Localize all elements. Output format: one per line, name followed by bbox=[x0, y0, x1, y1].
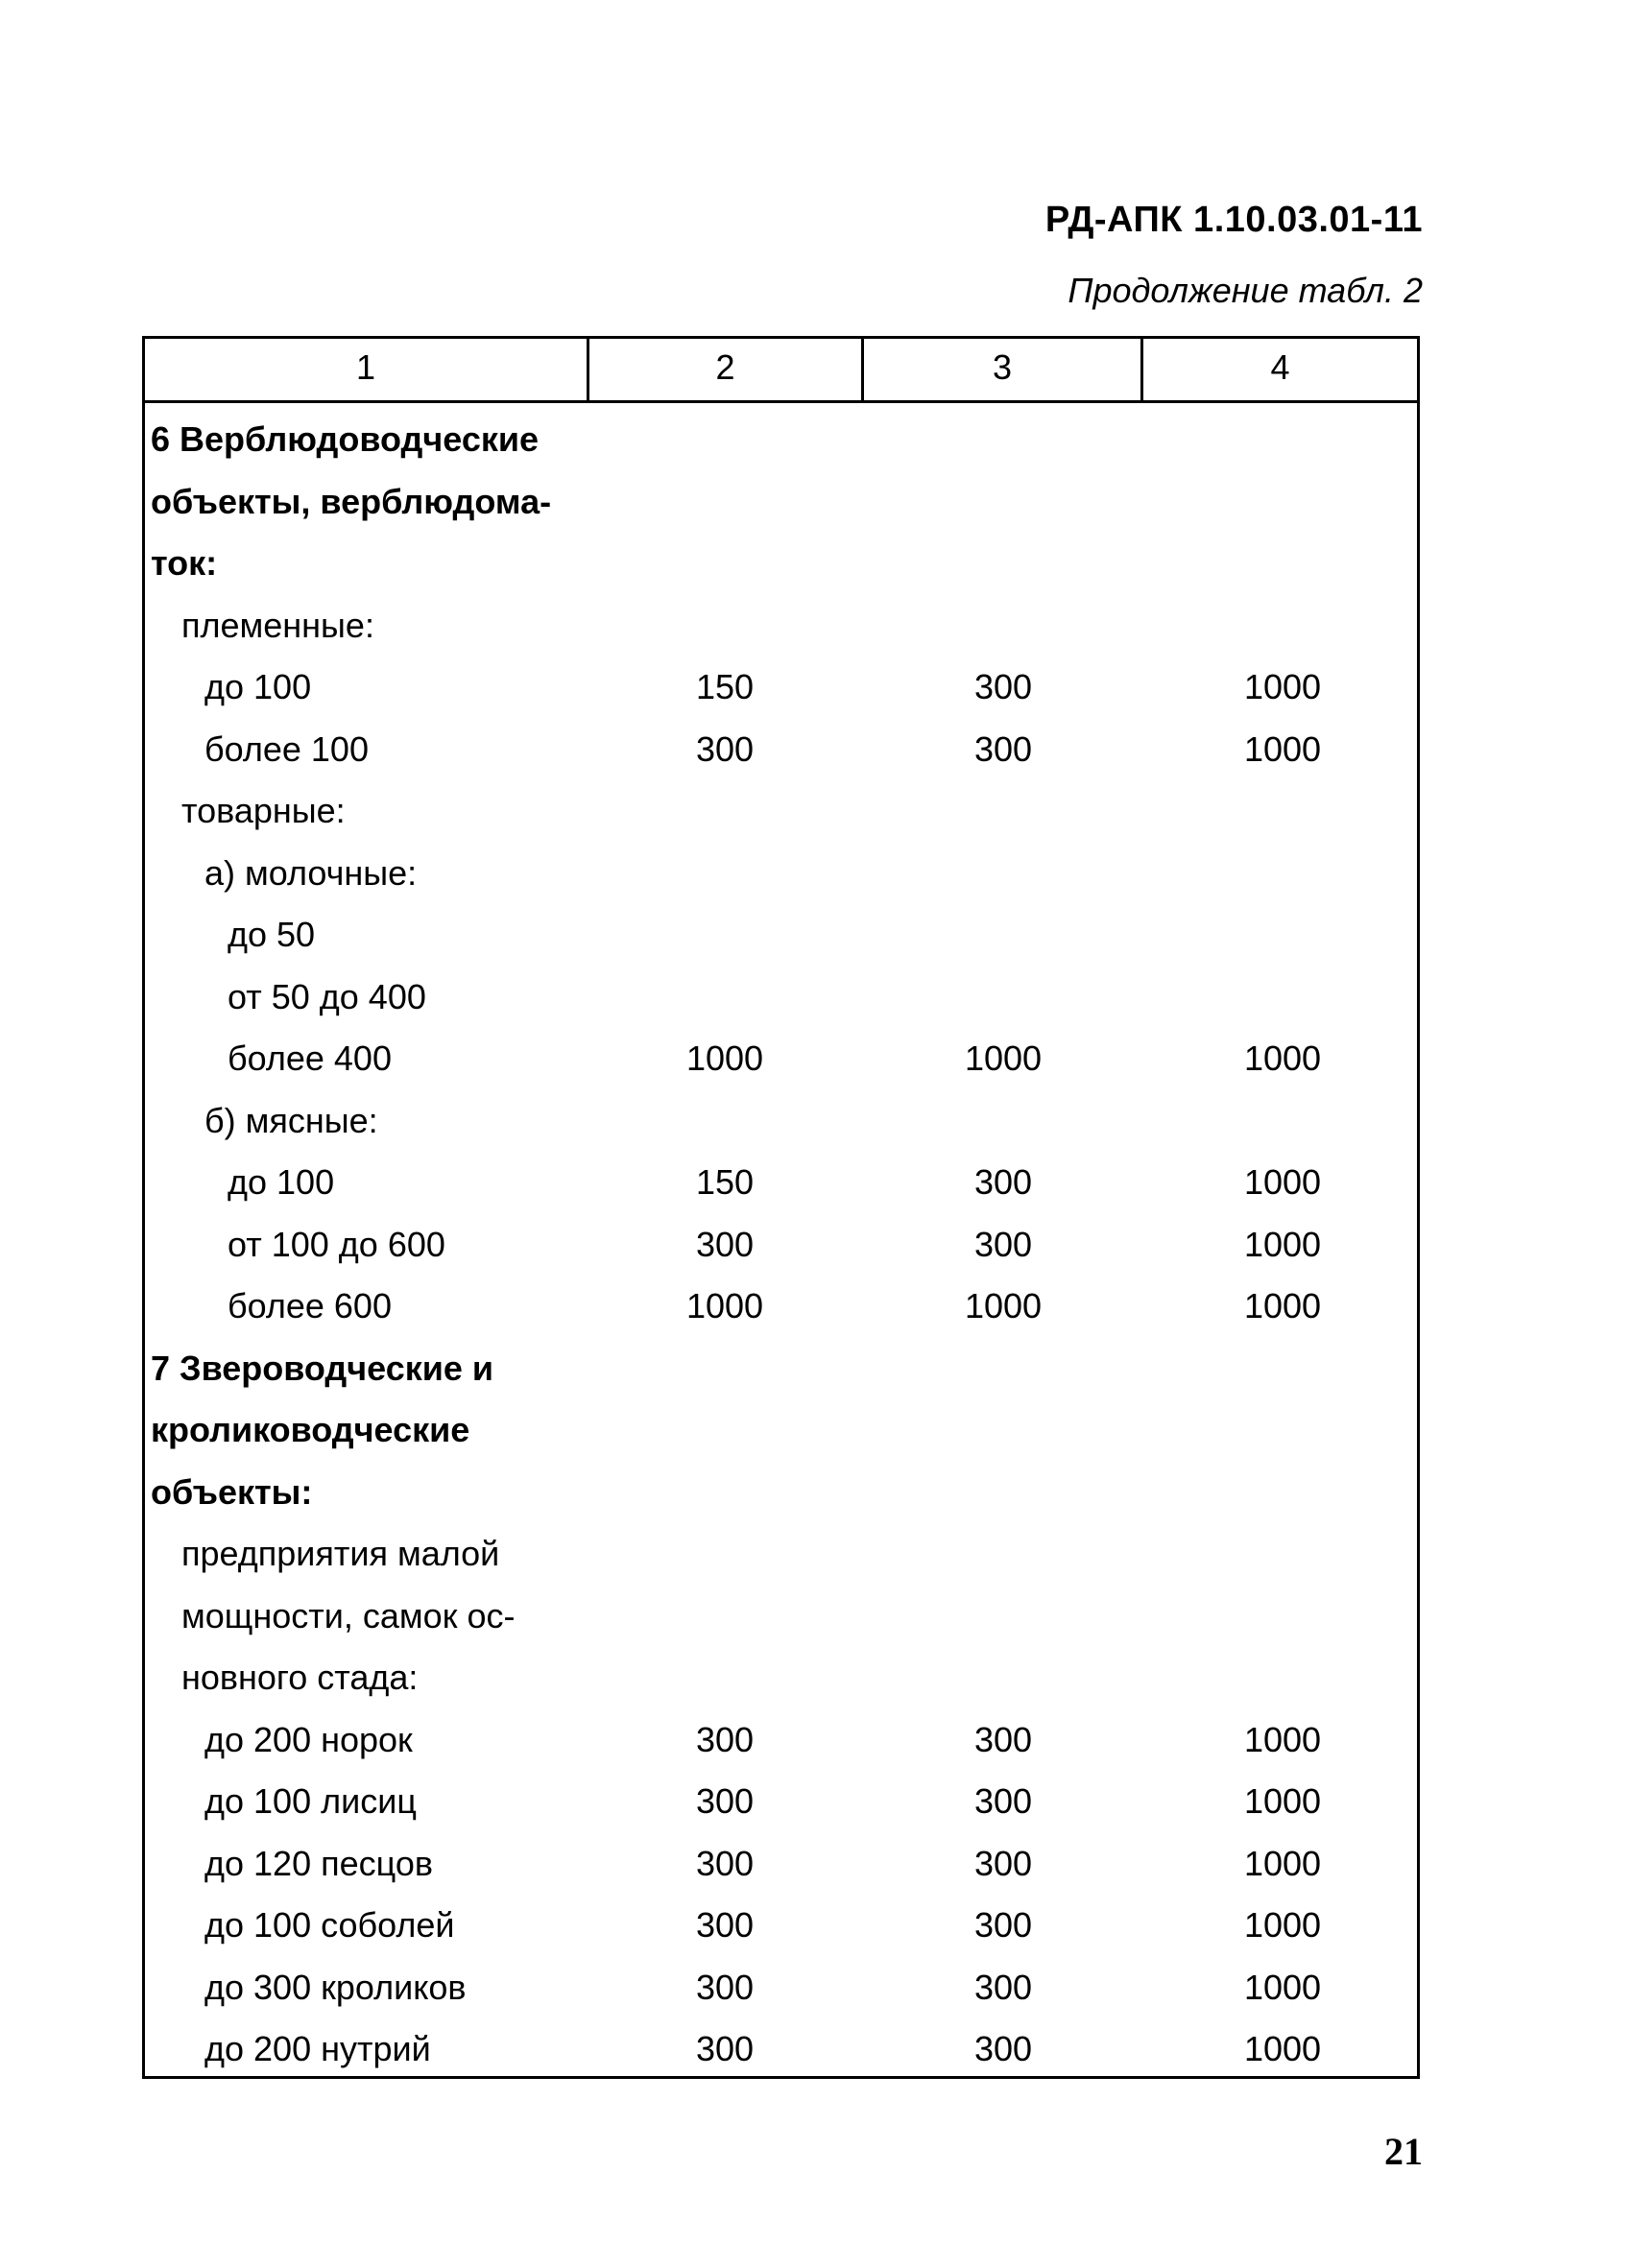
table-row bbox=[145, 1833, 1417, 1896]
cell-col-4: 1000 bbox=[1243, 1781, 1322, 1821]
table-row bbox=[145, 1586, 1417, 1648]
section-heading: объекты: bbox=[151, 1471, 313, 1512]
cell-col-2: 150 bbox=[695, 667, 755, 706]
table-row bbox=[145, 1957, 1417, 2019]
cell-col-3: 1000 bbox=[964, 1286, 1043, 1325]
cell-col-4: 1000 bbox=[1243, 1224, 1322, 1264]
table-continuation-caption: Продолжение табл. 2 bbox=[1068, 271, 1423, 310]
column-header-1: 1 bbox=[145, 339, 589, 400]
cell-col-3: 300 bbox=[973, 667, 1033, 706]
section-heading: 6 Верблюдоводческие bbox=[151, 419, 540, 459]
cell-col-2: 150 bbox=[695, 1162, 755, 1202]
table-row bbox=[145, 1709, 1417, 1772]
cell-col-4: 1000 bbox=[1243, 1286, 1322, 1325]
table-row bbox=[145, 1462, 1417, 1524]
cell-col-3: 300 bbox=[973, 1162, 1033, 1202]
section-heading: кролиководческие bbox=[151, 1410, 470, 1449]
row-label: до 200 нутрий bbox=[204, 2029, 431, 2068]
cell-col-3: 300 bbox=[973, 1781, 1033, 1821]
row-label: до 50 bbox=[228, 915, 316, 954]
table-body bbox=[145, 409, 1417, 2081]
cell-col-2: 300 bbox=[695, 1224, 755, 1264]
table-row bbox=[145, 843, 1417, 905]
table-row bbox=[145, 904, 1417, 967]
table-row bbox=[145, 1090, 1417, 1153]
table-row bbox=[145, 1523, 1417, 1586]
cell-col-4: 1000 bbox=[1243, 1967, 1322, 2007]
table-row bbox=[145, 533, 1417, 595]
column-header-2: 2 bbox=[589, 339, 864, 400]
cell-col-4: 1000 bbox=[1243, 1719, 1322, 1759]
row-label: предприятия малой bbox=[181, 1534, 500, 1573]
row-label: б) мясные: bbox=[204, 1100, 378, 1140]
cell-col-4: 1000 bbox=[1243, 1905, 1322, 1945]
row-label: до 100 bbox=[204, 667, 312, 706]
table-row bbox=[145, 409, 1417, 471]
cell-col-4: 1000 bbox=[1243, 2029, 1322, 2068]
page-number: 21 bbox=[1384, 2130, 1423, 2173]
row-label: до 200 норок bbox=[204, 1719, 413, 1759]
table-row bbox=[145, 1895, 1417, 1957]
cell-col-2: 300 bbox=[695, 728, 755, 769]
table-header-row bbox=[145, 339, 1417, 403]
column-header-4: 4 bbox=[1270, 347, 1290, 387]
cell-col-3: 1000 bbox=[964, 1039, 1043, 1078]
cell-col-4: 1000 bbox=[1243, 728, 1322, 769]
table-row bbox=[145, 967, 1417, 1029]
cell-col-4: 1000 bbox=[1243, 667, 1322, 706]
table-row bbox=[145, 719, 1417, 781]
table-row bbox=[145, 1152, 1417, 1214]
table-row bbox=[145, 1647, 1417, 1709]
row-label: до 300 кроликов bbox=[204, 1967, 467, 2007]
row-label: более 100 bbox=[204, 728, 369, 769]
section-heading: объекты, верблюдома- bbox=[151, 481, 552, 521]
row-label: до 100 bbox=[228, 1162, 335, 1202]
table-row bbox=[145, 1276, 1417, 1338]
table-row bbox=[145, 657, 1417, 719]
table-row bbox=[145, 595, 1417, 657]
cell-col-2: 300 bbox=[695, 1719, 755, 1759]
cell-col-2: 300 bbox=[695, 1781, 755, 1821]
cell-col-4: 1000 bbox=[1243, 1843, 1322, 1883]
cell-col-4: 1000 bbox=[1243, 1039, 1322, 1078]
table-row bbox=[145, 780, 1417, 843]
cell-col-3: 300 bbox=[973, 1719, 1033, 1759]
norms-table bbox=[142, 336, 1420, 2079]
table-row bbox=[145, 1338, 1417, 1400]
cell-col-2: 300 bbox=[695, 1843, 755, 1883]
cell-col-4: 1000 bbox=[1243, 1162, 1322, 1202]
table-row bbox=[145, 1771, 1417, 1833]
table-row bbox=[145, 471, 1417, 534]
row-label: более 600 bbox=[228, 1286, 392, 1325]
cell-col-2: 1000 bbox=[685, 1039, 764, 1078]
row-label: до 100 соболей bbox=[204, 1905, 455, 1945]
cell-col-2: 300 bbox=[695, 2029, 755, 2068]
cell-col-3: 300 bbox=[973, 1224, 1033, 1264]
cell-col-3: 300 bbox=[973, 728, 1033, 769]
document-code: РД-АПК 1.10.03.01-11 bbox=[1044, 200, 1423, 240]
row-label: до 100 лисиц bbox=[204, 1781, 417, 1821]
row-label: более 400 bbox=[228, 1039, 392, 1078]
row-label: до 120 песцов bbox=[204, 1843, 433, 1883]
cell-col-3: 300 bbox=[973, 1905, 1033, 1945]
cell-col-3: 300 bbox=[973, 1967, 1033, 2007]
section-heading: ток: bbox=[151, 543, 218, 583]
section-heading: 7 Звероводческие и bbox=[151, 1348, 494, 1388]
table-row bbox=[145, 1028, 1417, 1090]
cell-col-2: 1000 bbox=[685, 1286, 764, 1325]
row-label: товарные: bbox=[181, 791, 346, 830]
row-label: от 50 до 400 bbox=[228, 976, 426, 1016]
cell-col-2: 300 bbox=[695, 1905, 755, 1945]
cell-col-3: 300 bbox=[973, 2029, 1033, 2068]
row-label: а) молочные: bbox=[204, 852, 418, 893]
table-row bbox=[145, 1214, 1417, 1277]
row-label: мощности, самок ос- bbox=[181, 1595, 516, 1635]
cell-col-3: 300 bbox=[973, 1843, 1033, 1883]
row-label: от 100 до 600 bbox=[228, 1224, 445, 1264]
cell-col-2: 300 bbox=[695, 1967, 755, 2007]
table-row bbox=[145, 1399, 1417, 1462]
row-label: новного стада: bbox=[181, 1658, 419, 1697]
table-row bbox=[145, 2018, 1417, 2081]
column-header-3: 3 bbox=[864, 339, 1143, 400]
row-label: племенные: bbox=[181, 605, 374, 645]
